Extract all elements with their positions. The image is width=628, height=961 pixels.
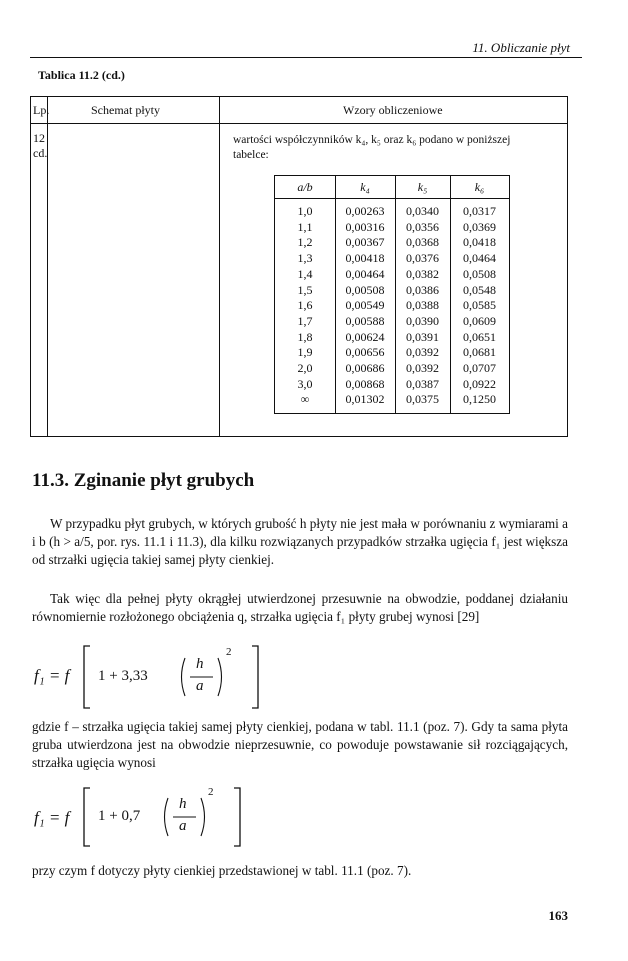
coef-cell: 0,0681 [463, 345, 496, 360]
coef-cell: 0,0356 [406, 219, 439, 234]
coef-cell: 0,0376 [406, 251, 439, 266]
eq-numerator: h [196, 656, 204, 672]
eq-coefficient: 1 + 0,7 [98, 808, 141, 824]
coef-cell: 0,00588 [345, 313, 385, 328]
coef-cell: 0,00367 [345, 235, 385, 250]
coef-cell: 0,0369 [463, 219, 496, 234]
coef-row [275, 267, 509, 282]
coef-cell: 0,0392 [406, 361, 439, 375]
coef-cell: 0,0585 [463, 298, 496, 313]
paragraph-text: gdzie f – strzałka ugięcia takiej samej płyty cienkiej, podana w tabl. 11.1 (poz. 7). Gdy ta sama płyta gruba utwierdzona jest na obwodzie nieprzesuwnie, co powoduje powstawanie sił rozciągających, strzałka ugięcia wynosi [32, 719, 568, 770]
paragraph-3 [32, 718, 568, 772]
coef-cell: 1,0 [297, 204, 313, 218]
coef-cell: 1,8 [297, 329, 313, 344]
coef-row [275, 235, 509, 250]
page-number: 163 [548, 908, 568, 923]
coef-cell: 1,1 [297, 219, 313, 234]
paragraph-text: Tak więc dla pełnej płyty okrągłej utwierdzonej przesuwnie na obwodzie, poddanej działaniu równomiernie rozłożonego obciążenia q, strzałka ugięcia f₁ płyty grubej wynosi [29] [32, 591, 568, 624]
coef-cell: 0,0375 [406, 392, 439, 407]
row-lp-number: 12 [33, 131, 45, 145]
header-formulas: Wzory obliczeniowe [343, 103, 443, 117]
coef-cell: 0,0387 [406, 376, 439, 391]
coef-cell: 0,0340 [406, 204, 439, 218]
eq-denominator: a [196, 678, 204, 694]
coef-cell: 0,0386 [406, 282, 439, 297]
coef-cell: 2,0 [297, 361, 313, 375]
eq-exponent: 2 [226, 646, 232, 658]
coef-cell: 0,00263 [345, 204, 385, 218]
coef-cell: 0,0391 [406, 329, 439, 344]
coef-cell: 0,0392 [406, 345, 439, 360]
table-divider [219, 97, 220, 436]
paragraph-1 [32, 515, 568, 569]
table-divider [31, 123, 567, 124]
coef-cell: 0,00868 [345, 376, 385, 391]
coef-cell: 3,0 [297, 376, 313, 391]
header-rule [30, 57, 582, 58]
coef-cell: 0,0418 [463, 235, 496, 250]
coef-row [275, 377, 509, 392]
coef-cell: 0,0651 [463, 329, 496, 344]
coef-cell: 0,0317 [463, 204, 496, 218]
coef-row [275, 251, 509, 266]
eq-numerator: h [179, 796, 187, 812]
coef-cell: 0,00549 [345, 298, 385, 313]
coef-cell: 0,00686 [345, 361, 385, 375]
paragraph-text: W przypadku płyt grubych, w których grubość h płyty nie jest mała w porównaniu z wymiarami a i b (h > a/5, por. rys. 11.1 i 11.3), dla kilku rozwiązanych przypadków strzałka ugięcia f₁ jest większa od strzałki ugięcia takiej samej płyty cienkiej. [32, 516, 568, 567]
coef-cell: 0,1250 [463, 392, 496, 407]
coef-row [275, 345, 509, 360]
coef-cell: ∞ [300, 392, 310, 407]
coef-cell: 1,3 [297, 251, 313, 266]
coef-cell: 0,0388 [406, 298, 439, 313]
header-lp: Lp. [33, 103, 50, 117]
coefficient-table [274, 175, 510, 414]
coef-cell: 1,4 [297, 266, 313, 281]
coef-cell: 0,00508 [345, 282, 385, 297]
coef-cell: 1,6 [297, 298, 313, 313]
coef-cell: 0,0368 [406, 235, 439, 250]
coef-cell: 0,00624 [345, 329, 385, 344]
section-title: 11.3. Zginanie płyt grubych [32, 470, 255, 491]
coef-cell: 1,5 [297, 282, 313, 297]
eq-exponent: 2 [208, 786, 214, 798]
equation-2 [34, 784, 294, 850]
coef-row [275, 361, 509, 376]
coef-cell: 0,0609 [463, 313, 496, 328]
row-lp-continued: cd. [33, 146, 48, 160]
coef-header-k6: k₆ [474, 180, 485, 194]
coef-cell: 0,0382 [406, 266, 439, 281]
coef-cell: 0,00418 [345, 251, 385, 266]
table-caption: Tablica 11.2 (cd.) [38, 68, 125, 82]
eq-denominator: a [179, 818, 187, 834]
paragraph-text: przy czym f dotyczy płyty cienkiej przedstawionej w tabl. 11.1 (poz. 7). [32, 863, 412, 878]
coef-cell: 0,0508 [463, 266, 496, 281]
coef-header-k4: k₄ [360, 180, 370, 194]
coef-cell: 0,00656 [345, 345, 385, 360]
coef-divider [275, 198, 509, 199]
coef-cell: 0,0707 [463, 361, 496, 375]
coef-header-ab: a/b [297, 180, 313, 194]
coef-header-k5: k₅ [417, 180, 428, 194]
coef-cell: 0,0390 [406, 313, 439, 328]
coef-cell: 1,7 [297, 313, 313, 328]
coef-cell: 0,0922 [463, 376, 496, 391]
coef-cell: 0,00464 [345, 266, 385, 281]
coef-row [275, 392, 509, 407]
coef-row [275, 314, 509, 329]
paragraph-2 [32, 590, 568, 626]
coef-cell: 0,0464 [463, 251, 496, 266]
coef-row [275, 283, 509, 298]
running-header: 11. Obliczanie płyt [472, 40, 570, 55]
coef-cell: 0,01302 [345, 392, 385, 407]
formula-intro-line2: tabelce: [233, 149, 269, 161]
formula-intro-line1: wartości współczynników k₄, k₅ oraz k₆ podano w poniższej [233, 134, 511, 146]
coef-cell: 1,9 [297, 345, 313, 360]
coef-row [275, 330, 509, 345]
coef-row [275, 204, 509, 219]
eq-coefficient: 1 + 3,33 [98, 668, 148, 684]
coef-cell: 1,2 [297, 235, 313, 250]
coef-row [275, 298, 509, 313]
eq-lhs: f₁ = f [34, 666, 70, 685]
equation-1 [34, 642, 294, 712]
coef-row [275, 220, 509, 235]
coef-cell: 0,0548 [463, 282, 496, 297]
eq-lhs: f₁ = f [34, 808, 70, 827]
header-schema: Schemat płyty [91, 103, 160, 117]
paragraph-4 [32, 862, 568, 880]
coef-cell: 0,00316 [345, 219, 385, 234]
